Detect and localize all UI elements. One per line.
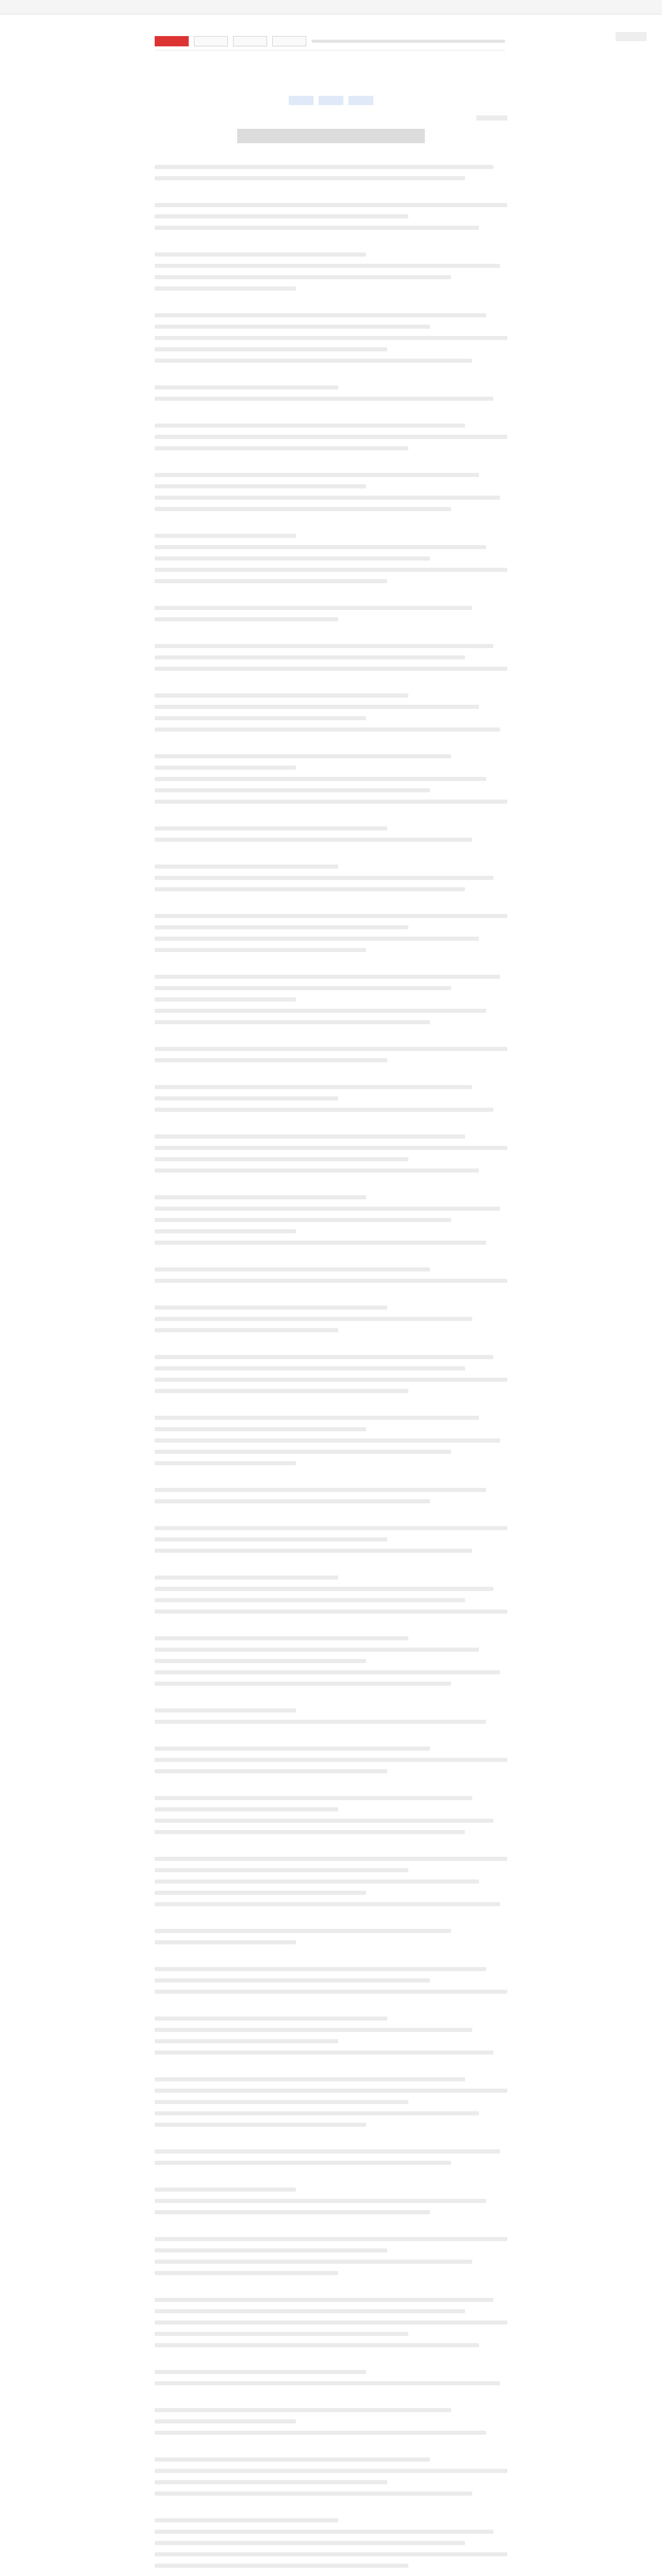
text-line bbox=[155, 1378, 507, 1382]
text-line bbox=[155, 1488, 486, 1492]
text-line bbox=[155, 507, 451, 511]
breadcrumb bbox=[155, 56, 443, 71]
text-line bbox=[155, 1747, 430, 1751]
paragraph-gap bbox=[155, 1070, 507, 1085]
paragraph-gap bbox=[155, 2172, 507, 2188]
text-line bbox=[155, 667, 507, 671]
paragraph-gap bbox=[155, 298, 507, 313]
text-line bbox=[155, 1682, 451, 1686]
chapter-body bbox=[155, 165, 507, 2576]
text-line bbox=[155, 705, 479, 709]
toc-link[interactable] bbox=[319, 96, 343, 105]
text-line bbox=[155, 1317, 472, 1321]
text-line bbox=[155, 766, 296, 770]
paragraph-gap bbox=[155, 678, 507, 693]
text-line bbox=[155, 655, 465, 659]
text-line bbox=[155, 1967, 486, 1971]
paragraph-gap bbox=[155, 959, 507, 975]
next-link[interactable] bbox=[349, 96, 373, 105]
text-line bbox=[155, 693, 408, 698]
paragraph-gap bbox=[155, 1693, 507, 1708]
text-line bbox=[155, 2271, 338, 2275]
text-line bbox=[155, 2100, 408, 2104]
text-line bbox=[155, 1267, 430, 1272]
paragraph-gap bbox=[155, 811, 507, 826]
text-line bbox=[155, 579, 387, 583]
text-line bbox=[155, 838, 472, 842]
text-line bbox=[155, 1609, 507, 1614]
paragraph-gap bbox=[155, 2503, 507, 2518]
text-line bbox=[155, 1207, 500, 1211]
text-line bbox=[155, 2248, 387, 2252]
text-line bbox=[155, 948, 366, 952]
text-line bbox=[155, 1085, 472, 1089]
paragraph-gap bbox=[155, 2222, 507, 2237]
text-line bbox=[155, 1819, 493, 1823]
text-line bbox=[155, 2149, 500, 2154]
text-line bbox=[155, 1758, 507, 1762]
text-line bbox=[155, 397, 493, 401]
paragraph-gap bbox=[155, 2393, 507, 2408]
text-line bbox=[155, 1537, 387, 1541]
text-line bbox=[155, 1879, 479, 1884]
text-line bbox=[155, 568, 507, 572]
text-line bbox=[155, 1796, 472, 1800]
text-line bbox=[155, 887, 465, 891]
text-line bbox=[155, 800, 507, 804]
text-line bbox=[155, 545, 486, 549]
text-line bbox=[155, 2332, 408, 2336]
nav-spacer bbox=[311, 40, 505, 43]
paragraph-gap bbox=[155, 2442, 507, 2458]
text-line bbox=[155, 1389, 408, 1393]
text-line bbox=[155, 1868, 408, 1872]
text-line bbox=[155, 1587, 493, 1591]
text-line bbox=[155, 2298, 493, 2302]
text-line bbox=[155, 1058, 387, 1062]
text-line bbox=[155, 1929, 451, 1933]
text-line bbox=[155, 1830, 465, 1834]
text-line bbox=[155, 2518, 338, 2522]
text-line bbox=[155, 2492, 472, 2496]
text-line bbox=[155, 2408, 451, 2412]
text-line bbox=[155, 1526, 507, 1530]
site-nav bbox=[155, 32, 505, 50]
text-line bbox=[155, 2077, 465, 2081]
text-line bbox=[155, 2089, 507, 2093]
paragraph-gap bbox=[155, 1340, 507, 1355]
text-line bbox=[155, 1438, 500, 1443]
text-line bbox=[155, 1990, 507, 1994]
text-line bbox=[155, 1279, 507, 1283]
text-line bbox=[155, 1670, 500, 1674]
text-line bbox=[155, 1648, 479, 1652]
text-line bbox=[155, 2469, 507, 2473]
text-line bbox=[155, 2199, 486, 2203]
text-line bbox=[155, 1108, 493, 1112]
text-line bbox=[155, 1807, 338, 1811]
text-line bbox=[155, 1636, 408, 1640]
text-line bbox=[155, 2111, 479, 2115]
text-line bbox=[155, 606, 472, 610]
chapter-pager-top bbox=[289, 96, 373, 105]
text-line bbox=[155, 325, 430, 329]
text-line bbox=[155, 716, 366, 720]
text-line bbox=[155, 2530, 493, 2534]
nav-button[interactable] bbox=[194, 36, 228, 46]
text-line bbox=[155, 788, 430, 792]
paragraph-gap bbox=[155, 899, 507, 914]
text-line bbox=[155, 286, 296, 291]
text-line bbox=[155, 226, 479, 230]
text-line bbox=[155, 2210, 430, 2214]
text-line bbox=[155, 2039, 338, 2043]
paragraph-gap bbox=[155, 1841, 507, 1857]
text-line bbox=[155, 876, 493, 880]
text-line bbox=[155, 1195, 366, 1199]
text-line bbox=[155, 1355, 493, 1359]
text-line bbox=[155, 275, 451, 279]
text-line bbox=[155, 1306, 387, 1310]
text-line bbox=[155, 313, 486, 317]
paragraph-gap bbox=[155, 1290, 507, 1306]
paragraph-gap bbox=[155, 1560, 507, 1575]
text-line bbox=[155, 556, 430, 561]
prev-link[interactable] bbox=[289, 96, 313, 105]
text-line bbox=[155, 2260, 472, 2264]
paragraph-gap bbox=[155, 408, 507, 423]
publish-date bbox=[476, 115, 507, 121]
text-line bbox=[155, 1978, 430, 1982]
text-line bbox=[155, 826, 387, 831]
text-line bbox=[155, 2564, 408, 2568]
text-line bbox=[155, 534, 296, 538]
text-line bbox=[155, 986, 451, 990]
text-line bbox=[155, 1857, 507, 1861]
paragraph-gap bbox=[155, 2062, 507, 2077]
text-line bbox=[155, 2541, 465, 2545]
text-line bbox=[155, 644, 493, 648]
text-line bbox=[155, 1598, 465, 1602]
text-line bbox=[155, 252, 366, 257]
paragraph-gap bbox=[155, 188, 507, 203]
text-line bbox=[155, 2188, 296, 2192]
paragraph-gap bbox=[155, 1119, 507, 1134]
text-line bbox=[155, 496, 500, 500]
text-line bbox=[155, 203, 507, 207]
paragraph-gap bbox=[155, 1621, 507, 1636]
paragraph-gap bbox=[155, 1031, 507, 1047]
paragraph-gap bbox=[155, 1731, 507, 1747]
text-line bbox=[155, 1157, 408, 1161]
text-line bbox=[155, 2552, 507, 2556]
paragraph-gap bbox=[155, 1400, 507, 1416]
text-line bbox=[155, 1499, 430, 1503]
text-line bbox=[155, 937, 479, 941]
text-line bbox=[155, 1047, 507, 1051]
login-notice bbox=[155, 21, 505, 30]
paragraph-gap bbox=[155, 590, 507, 606]
text-line bbox=[155, 214, 408, 218]
text-line bbox=[155, 446, 408, 450]
text-line bbox=[155, 473, 479, 477]
text-line bbox=[155, 1708, 296, 1713]
text-line bbox=[155, 484, 366, 488]
paragraph-gap bbox=[155, 370, 507, 385]
text-line bbox=[155, 914, 507, 918]
text-line bbox=[155, 1134, 465, 1139]
text-line bbox=[155, 176, 465, 180]
text-line bbox=[155, 1020, 430, 1024]
paragraph-gap bbox=[155, 237, 507, 252]
text-line bbox=[155, 1096, 338, 1100]
login-button[interactable] bbox=[155, 36, 189, 46]
text-line bbox=[155, 1769, 387, 1773]
paragraph-gap bbox=[155, 1511, 507, 1526]
text-line bbox=[155, 2016, 387, 2021]
text-line bbox=[155, 1427, 366, 1431]
text-line bbox=[155, 2419, 296, 2424]
paragraph-gap bbox=[155, 457, 507, 473]
text-line bbox=[155, 1328, 338, 1332]
paragraph-gap bbox=[155, 1472, 507, 1488]
text-line bbox=[155, 2309, 465, 2313]
text-line bbox=[155, 754, 451, 758]
text-line bbox=[155, 975, 500, 979]
paragraph-gap bbox=[155, 1913, 507, 1929]
text-line bbox=[155, 385, 338, 389]
text-line bbox=[155, 165, 493, 169]
paragraph-gap bbox=[155, 739, 507, 754]
text-line bbox=[155, 2123, 366, 2127]
text-line bbox=[155, 727, 500, 732]
text-line bbox=[155, 1229, 296, 1233]
text-line bbox=[155, 2237, 507, 2241]
text-line bbox=[155, 2381, 500, 2385]
text-line bbox=[155, 1891, 366, 1895]
text-line bbox=[155, 1218, 451, 1222]
text-line bbox=[155, 1720, 486, 1724]
text-line bbox=[155, 359, 472, 363]
paragraph-gap bbox=[155, 629, 507, 644]
text-line bbox=[155, 2320, 507, 2325]
text-line bbox=[155, 1940, 296, 1944]
text-line bbox=[155, 1450, 451, 1454]
text-line bbox=[155, 2050, 493, 2055]
text-line bbox=[155, 925, 408, 929]
paragraph-gap bbox=[155, 1252, 507, 1267]
paragraph-gap bbox=[155, 1180, 507, 1195]
top-bar bbox=[0, 0, 662, 14]
paragraph-gap bbox=[155, 518, 507, 534]
text-line bbox=[155, 865, 338, 869]
paragraph-gap bbox=[155, 1952, 507, 1967]
settings-button[interactable] bbox=[616, 32, 647, 41]
nav-button[interactable] bbox=[233, 36, 267, 46]
text-line bbox=[155, 2480, 387, 2484]
text-line bbox=[155, 1549, 472, 1553]
text-line bbox=[155, 2161, 451, 2165]
paragraph-gap bbox=[155, 2134, 507, 2149]
paragraph-gap bbox=[155, 2001, 507, 2016]
text-line bbox=[155, 1659, 366, 1663]
text-line bbox=[155, 2458, 430, 2462]
text-line bbox=[155, 1902, 500, 1906]
text-line bbox=[155, 1168, 479, 1173]
text-line bbox=[155, 2028, 472, 2032]
paragraph-gap bbox=[155, 849, 507, 865]
paragraph-gap bbox=[155, 2354, 507, 2370]
paragraph-gap bbox=[155, 1781, 507, 1796]
nav-button[interactable] bbox=[272, 36, 306, 46]
text-line bbox=[155, 1009, 486, 1013]
text-line bbox=[155, 1461, 296, 1465]
text-line bbox=[155, 435, 507, 439]
text-line bbox=[155, 2431, 486, 2435]
text-line bbox=[155, 2370, 366, 2374]
text-line bbox=[155, 1146, 507, 1150]
text-line bbox=[155, 347, 387, 351]
text-line bbox=[155, 777, 486, 781]
text-line bbox=[155, 423, 465, 428]
text-line bbox=[155, 336, 507, 340]
chapter-title bbox=[237, 129, 425, 143]
text-line bbox=[155, 1575, 338, 1580]
paragraph-gap bbox=[155, 2282, 507, 2298]
text-line bbox=[155, 2343, 479, 2347]
text-line bbox=[155, 1241, 486, 1245]
text-line bbox=[155, 617, 338, 621]
text-line bbox=[155, 1366, 465, 1370]
text-line bbox=[155, 1416, 479, 1420]
text-line bbox=[155, 997, 296, 1002]
text-line bbox=[155, 264, 500, 268]
